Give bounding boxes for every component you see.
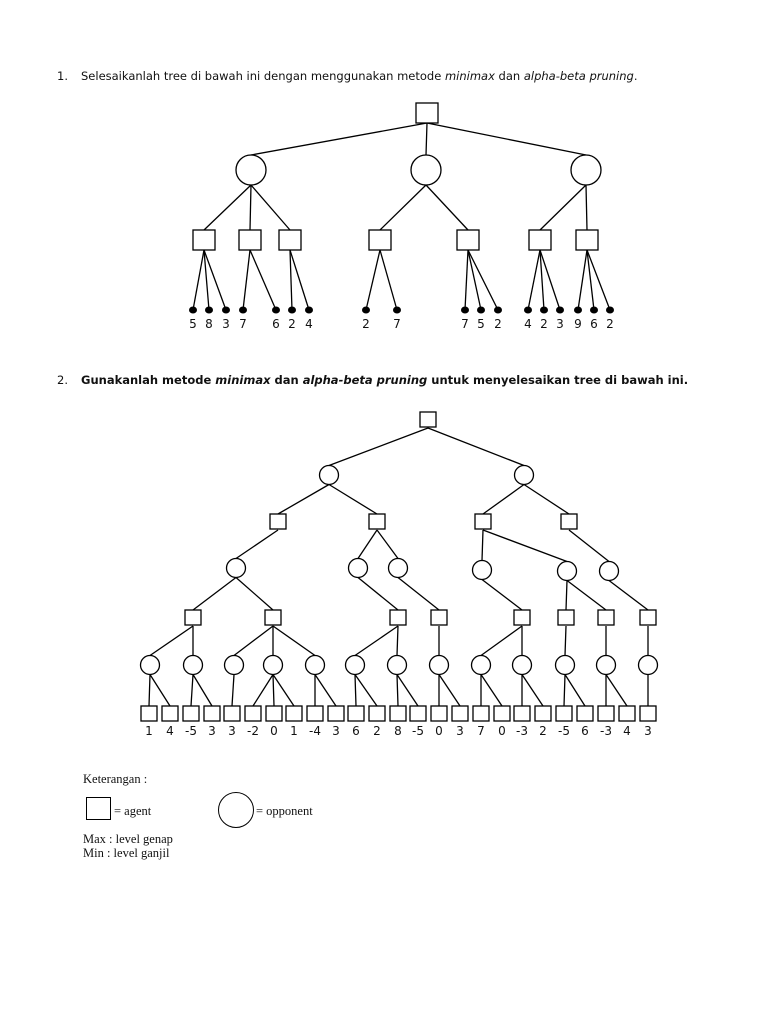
leaf-value-label: -3 xyxy=(516,724,528,738)
max-node-square xyxy=(270,514,286,529)
max-node-square xyxy=(640,610,656,625)
leaf-value-label: 0 xyxy=(498,724,506,738)
leaf-node-square xyxy=(410,706,426,721)
edge-line xyxy=(483,530,567,562)
edge-line xyxy=(482,530,483,561)
leaf-node-square xyxy=(494,706,510,721)
max-node-square xyxy=(185,610,201,625)
leaf-node-square xyxy=(514,706,530,721)
min-node-circle xyxy=(597,656,616,675)
leaf-node-square xyxy=(598,706,614,721)
edge-line xyxy=(253,675,273,707)
max-node-square xyxy=(558,610,574,625)
leaf-value-label: -5 xyxy=(185,724,197,738)
leaf-value-label: 6 xyxy=(272,317,280,331)
min-node-circle xyxy=(473,561,492,580)
min-node-circle xyxy=(515,466,534,485)
leaf-value-label: 4 xyxy=(166,724,174,738)
leaf-value-label: 4 xyxy=(623,724,631,738)
leaf-node-square xyxy=(640,706,656,721)
edge-line xyxy=(329,428,428,466)
leaf-value-label: 1 xyxy=(145,724,153,738)
edge-line xyxy=(565,675,585,707)
leaf-node-square xyxy=(141,706,157,721)
text-run: Gunakanlah metode xyxy=(81,373,216,387)
edge-line xyxy=(273,675,294,707)
leaf-node-square xyxy=(224,706,240,721)
edge-line xyxy=(428,428,524,466)
leaf-value-label: 7 xyxy=(239,317,247,331)
edge-line xyxy=(397,675,398,707)
leaf-value-label: 7 xyxy=(393,317,401,331)
min-node-circle xyxy=(558,562,577,581)
italic-term: alpha-beta pruning xyxy=(302,373,428,387)
edge-line xyxy=(150,675,170,707)
min-node-circle xyxy=(388,656,407,675)
edge-line xyxy=(481,626,522,656)
edge-line xyxy=(150,626,193,656)
edge-line xyxy=(481,675,502,707)
edge-line xyxy=(524,485,569,515)
leaf-node-square xyxy=(390,706,406,721)
italic-term: minimax xyxy=(215,373,271,387)
edge-line xyxy=(355,675,356,707)
edge-line xyxy=(149,675,150,707)
question-2-number: 2. xyxy=(57,373,68,387)
max-node-square xyxy=(514,610,530,625)
leaf-value-label: 3 xyxy=(222,317,230,331)
leaf-node-square xyxy=(452,706,468,721)
edge-line xyxy=(236,530,278,559)
legend-agent-label: = agent xyxy=(114,804,152,818)
leaf-value-label: 2 xyxy=(373,724,381,738)
edge-line xyxy=(606,675,627,707)
edge-line xyxy=(355,626,398,656)
edge-line xyxy=(358,530,377,559)
leaf-value-label: 2 xyxy=(362,317,370,331)
max-node-square xyxy=(475,514,491,529)
leaf-value-label: 2 xyxy=(288,317,296,331)
edge-line xyxy=(273,675,274,707)
edge-line xyxy=(377,530,398,559)
leaf-node-square xyxy=(266,706,282,721)
text-run: . xyxy=(633,69,638,83)
leaf-node-square xyxy=(473,706,489,721)
leaf-value-label: 8 xyxy=(394,724,402,738)
min-node-circle xyxy=(513,656,532,675)
edge-line xyxy=(234,626,273,656)
leaf-node-square xyxy=(577,706,593,721)
leaf-node-square xyxy=(204,706,220,721)
leaf-node-square xyxy=(431,706,447,721)
text-run: dan xyxy=(270,373,303,387)
text-run: Selesaikanlah tree di bawah ini dengan menggunakan metode xyxy=(81,69,445,83)
edge-line xyxy=(236,578,273,611)
leaf-value-label: 4 xyxy=(524,317,532,331)
leaf-node-square xyxy=(162,706,178,721)
leaf-value-label: 3 xyxy=(644,724,652,738)
max-node-square xyxy=(390,610,406,625)
leaf-node-square xyxy=(348,706,364,721)
legend-agent-square-icon xyxy=(86,797,111,820)
min-node-circle xyxy=(306,656,325,675)
leaf-node-square xyxy=(369,706,385,721)
max-node-square xyxy=(369,514,385,529)
min-node-circle xyxy=(639,656,658,675)
edge-line xyxy=(482,580,522,611)
edge-line xyxy=(329,485,377,515)
max-node-square xyxy=(420,412,436,427)
question-1-number: 1. xyxy=(57,69,68,83)
leaf-value-label: 6 xyxy=(590,317,598,331)
min-node-circle xyxy=(320,466,339,485)
leaf-node-square xyxy=(286,706,302,721)
edge-line xyxy=(358,578,398,611)
leaf-value-label: 3 xyxy=(456,724,464,738)
leaf-value-label: 2 xyxy=(540,317,548,331)
leaf-value-label: -2 xyxy=(247,724,259,738)
edge-line xyxy=(193,578,236,611)
max-node-square xyxy=(561,514,577,529)
min-node-circle xyxy=(346,656,365,675)
min-node-circle xyxy=(389,559,408,578)
leaf-value-label: 9 xyxy=(574,317,582,331)
min-node-circle xyxy=(349,559,368,578)
edge-line xyxy=(566,581,567,611)
edge-line xyxy=(278,485,329,515)
leaf-value-label: 8 xyxy=(205,317,213,331)
leaf-value-label: -5 xyxy=(412,724,424,738)
leaf-value-label: 7 xyxy=(461,317,469,331)
max-node-square xyxy=(598,610,614,625)
italic-term: alpha-beta pruning xyxy=(523,69,634,83)
leaf-node-square xyxy=(183,706,199,721)
edge-line xyxy=(232,675,234,707)
edge-line xyxy=(315,675,336,707)
text-run: untuk menyelesaikan tree di bawah ini. xyxy=(427,373,689,387)
edge-line xyxy=(569,530,609,562)
legend-min-rule: Min : level ganjil xyxy=(83,846,170,860)
min-node-circle xyxy=(600,562,619,581)
legend-max-rule: Max : level genap xyxy=(83,832,173,846)
edge-line xyxy=(355,675,377,707)
edge-line xyxy=(273,626,315,656)
leaf-node-square xyxy=(556,706,572,721)
italic-term: minimax xyxy=(444,69,495,83)
min-node-circle xyxy=(472,656,491,675)
edge-line xyxy=(191,675,193,707)
leaf-value-label: -3 xyxy=(600,724,612,738)
legend-title: Keterangan : xyxy=(83,772,148,786)
min-node-circle xyxy=(430,656,449,675)
edge-line xyxy=(483,485,524,515)
leaf-value-label: 1 xyxy=(290,724,298,738)
leaf-value-label: 0 xyxy=(270,724,278,738)
leaf-value-label: 2 xyxy=(606,317,614,331)
edge-line xyxy=(567,581,606,611)
leaf-value-label: 3 xyxy=(556,317,564,331)
leaf-value-label: 5 xyxy=(477,317,485,331)
leaf-value-label: 4 xyxy=(305,317,313,331)
leaf-value-label: 6 xyxy=(352,724,360,738)
leaf-node-square xyxy=(307,706,323,721)
leaf-node-square xyxy=(535,706,551,721)
max-node-square xyxy=(265,610,281,625)
min-node-circle xyxy=(141,656,160,675)
leaf-node-square xyxy=(245,706,261,721)
leaf-value-label: -5 xyxy=(558,724,570,738)
edge-line xyxy=(193,675,212,707)
leaf-value-label: 0 xyxy=(435,724,443,738)
leaf-node-square xyxy=(619,706,635,721)
edge-line xyxy=(565,626,566,656)
leaf-value-label: 2 xyxy=(494,317,502,331)
legend-opponent-circle-icon xyxy=(218,792,254,828)
leaf-value-label: 6 xyxy=(581,724,589,738)
edge-line xyxy=(398,578,439,611)
leaf-value-label: 7 xyxy=(477,724,485,738)
leaf-value-label: -4 xyxy=(309,724,321,738)
edge-line xyxy=(439,675,460,707)
min-node-circle xyxy=(264,656,283,675)
min-node-circle xyxy=(556,656,575,675)
edge-line xyxy=(609,581,648,611)
min-node-circle xyxy=(225,656,244,675)
text-run: dan xyxy=(494,69,524,83)
edge-line xyxy=(522,675,543,707)
max-node-square xyxy=(431,610,447,625)
edge-line xyxy=(397,626,398,656)
leaf-value-label: 3 xyxy=(208,724,216,738)
min-node-circle xyxy=(184,656,203,675)
min-node-circle xyxy=(227,559,246,578)
leaf-value-label: 3 xyxy=(228,724,236,738)
leaf-node-square xyxy=(328,706,344,721)
leaf-value-label: 5 xyxy=(189,317,197,331)
edge-line xyxy=(397,675,418,707)
leaf-value-label: 2 xyxy=(539,724,547,738)
edge-line xyxy=(564,675,565,707)
legend-opponent-label: = opponent xyxy=(256,804,313,818)
leaf-value-label: 3 xyxy=(332,724,340,738)
